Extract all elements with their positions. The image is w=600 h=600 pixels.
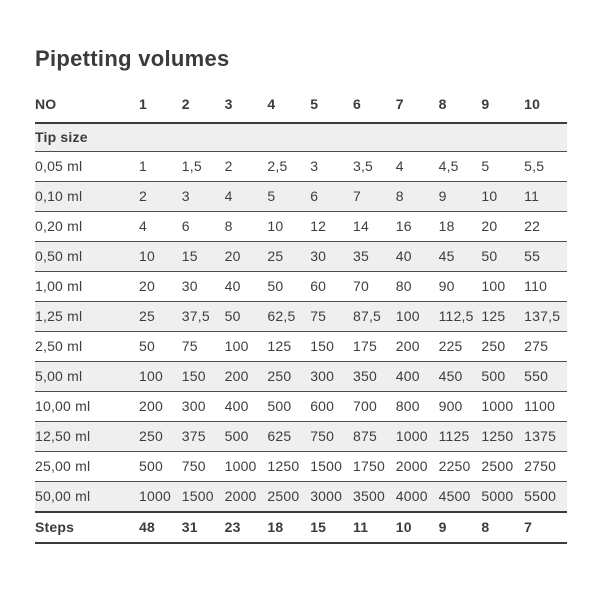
value-cell: 1 [139,152,182,182]
value-cell: 25 [267,242,310,272]
row-label-cell: 2,50 ml [35,332,139,362]
table-row [35,482,567,513]
value-cell: 30 [310,242,353,272]
value-cell: 1000 [481,392,524,422]
steps-value-cell: 8 [481,512,524,543]
value-cell: 450 [439,362,482,392]
steps-label-cell: Steps [35,512,139,543]
value-cell: 40 [225,272,268,302]
value-cell: 6 [182,212,225,242]
table-row [35,242,567,272]
value-cell: 875 [353,422,396,452]
table-row [35,182,567,212]
table-row [35,362,567,392]
value-cell: 1,5 [182,152,225,182]
value-cell: 500 [481,362,524,392]
value-cell: 100 [396,302,439,332]
row-label-cell: 0,20 ml [35,212,139,242]
value-cell: 500 [225,422,268,452]
value-cell: 600 [310,392,353,422]
value-cell: 50 [225,302,268,332]
value-cell: 1250 [481,422,524,452]
steps-value-cell: 15 [310,512,353,543]
value-cell: 4000 [396,482,439,513]
table-row [35,422,567,452]
value-cell: 7 [353,182,396,212]
value-cell: 20 [139,272,182,302]
row-label-cell: 1,25 ml [35,302,139,332]
value-cell: 10 [481,182,524,212]
value-cell: 15 [182,242,225,272]
table-body [35,123,567,543]
value-cell: 2 [139,182,182,212]
value-cell: 100 [225,332,268,362]
row-label-cell: 0,10 ml [35,182,139,212]
steps-row [35,512,567,543]
value-cell: 275 [524,332,567,362]
value-cell: 200 [139,392,182,422]
value-cell: 3500 [353,482,396,513]
value-cell: 4 [396,152,439,182]
steps-value-cell: 23 [225,512,268,543]
value-cell: 4 [225,182,268,212]
row-label-cell: 12,50 ml [35,422,139,452]
value-cell: 1500 [182,482,225,513]
value-cell: 350 [353,362,396,392]
value-cell: 125 [267,332,310,362]
row-label-cell: 0,50 ml [35,242,139,272]
steps-value-cell: 11 [353,512,396,543]
value-cell: 10 [267,212,310,242]
value-cell: 5 [267,182,310,212]
value-cell: 150 [182,362,225,392]
value-cell: 75 [310,302,353,332]
value-cell: 200 [396,332,439,362]
value-cell: 25 [139,302,182,332]
value-cell: 137,5 [524,302,567,332]
table-row [35,272,567,302]
value-cell: 16 [396,212,439,242]
value-cell: 125 [481,302,524,332]
value-cell: 60 [310,272,353,302]
value-cell: 18 [439,212,482,242]
column-header-cell: 5 [310,87,353,123]
steps-value-cell: 7 [524,512,567,543]
row-label-cell: 5,00 ml [35,362,139,392]
value-cell: 9 [439,182,482,212]
value-cell: 80 [396,272,439,302]
section-row [35,123,567,152]
table-header-row [35,87,567,123]
table-row [35,392,567,422]
value-cell: 50 [481,242,524,272]
page-title: Pipetting volumes [35,46,230,71]
value-cell: 1100 [524,392,567,422]
value-cell: 20 [481,212,524,242]
value-cell: 5,5 [524,152,567,182]
value-cell: 112,5 [439,302,482,332]
steps-value-cell: 10 [396,512,439,543]
value-cell: 250 [481,332,524,362]
column-header-cell: 4 [267,87,310,123]
column-header-cell: 10 [524,87,567,123]
value-cell: 2,5 [267,152,310,182]
value-cell: 1000 [225,452,268,482]
value-cell: 11 [524,182,567,212]
steps-value-cell: 31 [182,512,225,543]
column-header-cell: 7 [396,87,439,123]
value-cell: 50 [139,332,182,362]
value-cell: 70 [353,272,396,302]
value-cell: 75 [182,332,225,362]
value-cell: 2000 [396,452,439,482]
value-cell: 150 [310,332,353,362]
value-cell: 400 [225,392,268,422]
column-header-cell: 6 [353,87,396,123]
value-cell: 625 [267,422,310,452]
value-cell: 12 [310,212,353,242]
value-cell: 87,5 [353,302,396,332]
table-row [35,152,567,182]
row-label-cell: 25,00 ml [35,452,139,482]
value-cell: 500 [267,392,310,422]
column-header-cell: 1 [139,87,182,123]
value-cell: 550 [524,362,567,392]
value-cell: 400 [396,362,439,392]
table-row [35,452,567,482]
value-cell: 375 [182,422,225,452]
steps-value-cell: 48 [139,512,182,543]
value-cell: 6 [310,182,353,212]
value-cell: 5000 [481,482,524,513]
value-cell: 1250 [267,452,310,482]
value-cell: 800 [396,392,439,422]
column-header-cell: 9 [481,87,524,123]
value-cell: 3 [310,152,353,182]
section-label: Tip size [35,123,567,152]
corner-header-cell: NO [35,87,139,123]
value-cell: 1000 [396,422,439,452]
value-cell: 40 [396,242,439,272]
value-cell: 37,5 [182,302,225,332]
value-cell: 55 [524,242,567,272]
value-cell: 1375 [524,422,567,452]
value-cell: 30 [182,272,225,302]
table-header [35,87,567,123]
value-cell: 500 [139,452,182,482]
value-cell: 4,5 [439,152,482,182]
value-cell: 4 [139,212,182,242]
column-header-cell: 8 [439,87,482,123]
value-cell: 2250 [439,452,482,482]
value-cell: 225 [439,332,482,362]
value-cell: 3000 [310,482,353,513]
value-cell: 2000 [225,482,268,513]
value-cell: 3,5 [353,152,396,182]
value-cell: 1000 [139,482,182,513]
table-row [35,332,567,362]
value-cell: 100 [139,362,182,392]
value-cell: 10 [139,242,182,272]
value-cell: 35 [353,242,396,272]
value-cell: 62,5 [267,302,310,332]
value-cell: 250 [267,362,310,392]
value-cell: 110 [524,272,567,302]
value-cell: 175 [353,332,396,362]
value-cell: 5 [481,152,524,182]
value-cell: 1500 [310,452,353,482]
value-cell: 2750 [524,452,567,482]
table-row [35,212,567,242]
value-cell: 300 [182,392,225,422]
value-cell: 14 [353,212,396,242]
value-cell: 250 [139,422,182,452]
value-cell: 90 [439,272,482,302]
value-cell: 8 [396,182,439,212]
row-label-cell: 50,00 ml [35,482,139,513]
value-cell: 2500 [481,452,524,482]
value-cell: 750 [182,452,225,482]
value-cell: 1750 [353,452,396,482]
value-cell: 700 [353,392,396,422]
value-cell: 2500 [267,482,310,513]
value-cell: 22 [524,212,567,242]
value-cell: 4500 [439,482,482,513]
table-row [35,302,567,332]
pipetting-volumes-table [35,87,567,544]
value-cell: 20 [225,242,268,272]
column-header-cell: 2 [182,87,225,123]
value-cell: 8 [225,212,268,242]
value-cell: 750 [310,422,353,452]
value-cell: 5500 [524,482,567,513]
row-label-cell: 0,05 ml [35,152,139,182]
row-label-cell: 1,00 ml [35,272,139,302]
value-cell: 1125 [439,422,482,452]
column-header-cell: 3 [225,87,268,123]
steps-value-cell: 18 [267,512,310,543]
value-cell: 900 [439,392,482,422]
value-cell: 200 [225,362,268,392]
value-cell: 45 [439,242,482,272]
value-cell: 2 [225,152,268,182]
steps-value-cell: 9 [439,512,482,543]
value-cell: 100 [481,272,524,302]
value-cell: 3 [182,182,225,212]
row-label-cell: 10,00 ml [35,392,139,422]
value-cell: 300 [310,362,353,392]
value-cell: 50 [267,272,310,302]
